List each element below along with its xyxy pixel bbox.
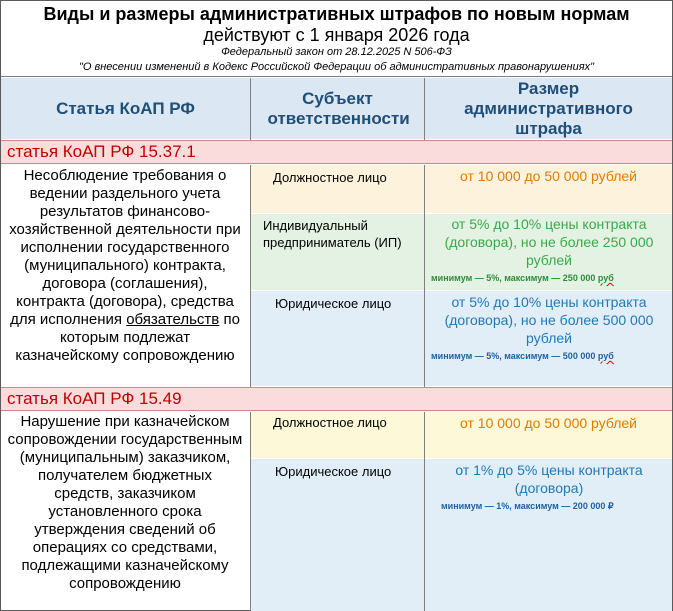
fine-ip-note [431,273,614,284]
row-legal-2-subject-cell [251,459,424,611]
section-title-15-37-1: статья КоАП РФ 15.37.1 [1,140,672,164]
column-header-fine [425,78,672,139]
divider [250,165,251,387]
subject-ip: Индивидуальный предприниматель (ИП) [263,218,402,250]
fine-legal-1: от 5% до 10% цены контракта (договора), но не более 500 000 рублей [444,294,654,346]
section-2-description: Нарушение при казначейском сопровождении государственным (муниципальным) заказчиком, получателем бюджетных средств, заказчиком установленного срока утверждения сведений об операциях со средствами, подлежащими казначейскому сопровождению [7,413,243,592]
subject-official-2: Должностное лицо [273,415,387,430]
fine-ip: от 5% до 10% цены контракта (договора), но не более 250 000 рублей [444,216,654,268]
table-header [1,1,672,77]
subject-legal-2: Юридическое лицо [275,464,392,479]
divider [424,78,425,140]
fine-legal-1-note-main: минимум — 5%, максимум — 500 000 [431,351,598,361]
fine-legal-2: от 1% до 5% цены контракта (договора) [455,462,643,496]
page-title: Виды и размеры административных штрафов по новым нормам [43,4,630,24]
law-name: "О внесении изменений в Кодекс Российской Федерации об административных правонарушениях" [79,61,594,73]
fine-official-2: от 10 000 до 50 000 рублей [460,415,637,431]
column-header-subject-label: Субъект ответственности [267,88,410,128]
page-subtitle: действуют с 1 января 2026 года [203,25,470,45]
fine-ip-note-tail: руб [597,273,614,283]
fine-legal-1-note [431,351,614,362]
fine-ip-note-main: минимум — 5%, максимум — 250 000 [431,273,598,283]
section-1-description [7,167,243,365]
fine-legal-1-note-tail: руб [597,351,614,361]
section-1-description-underlined: обязательств [126,311,220,328]
divider [424,412,425,611]
law-reference: Федеральный закон от 28.12.2025 N 506-ФЗ [221,46,452,58]
section-1-description-text: Несоблюдение требования о ведении раздельного учета результатов финансово-хозяйственной деятельности при исполнении государственного (муниципального) контракта, договора (соглашения), контракта (договора), средства для исполнения [9,167,241,328]
subject-official-1: Должностное лицо [273,170,387,185]
divider [424,165,425,387]
divider [250,412,251,611]
column-header-article: Статья КоАП РФ [1,78,250,139]
subject-legal-1: Юридическое лицо [275,296,392,311]
section-1-description-tail: по которым подлежат казначейскому сопровождению [15,311,240,364]
fine-legal-2-note: минимум — 1%, максимум — 200 000 ₽ [441,501,614,511]
column-header-fine-label: Размер административного штрафа [464,78,633,138]
divider [250,78,251,140]
section-title-15-49: статья КоАП РФ 15.49 [1,387,672,411]
fine-official-1: от 10 000 до 50 000 рублей [460,168,637,184]
column-header-subject [251,78,424,139]
